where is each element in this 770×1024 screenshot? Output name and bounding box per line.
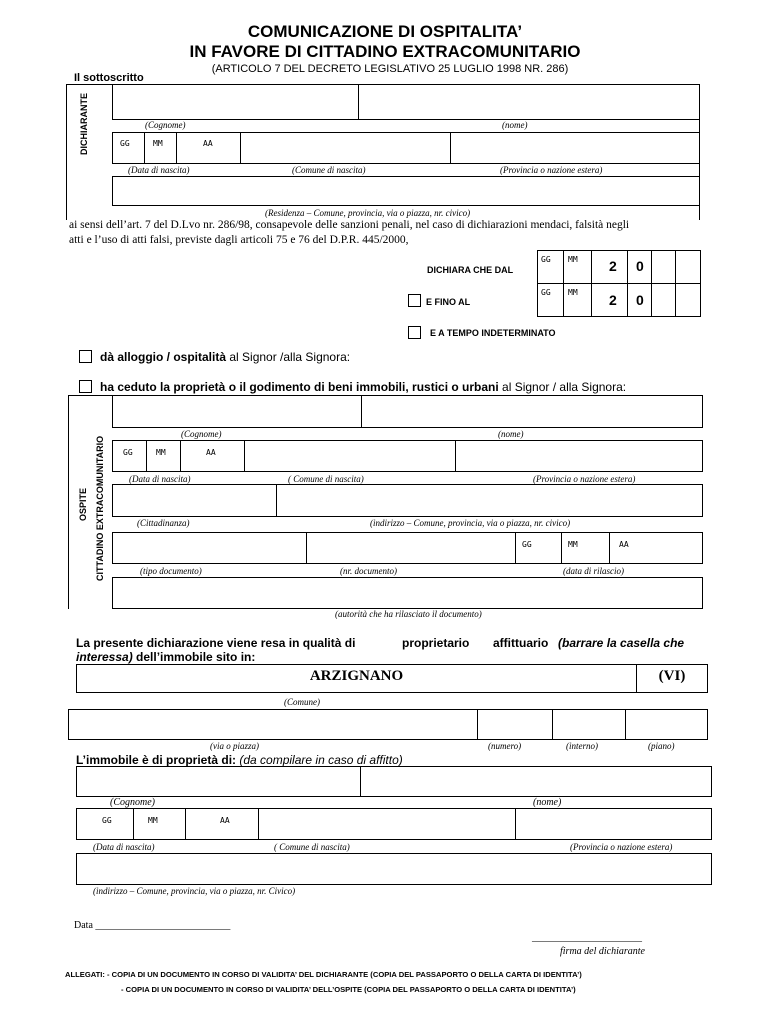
firma-line[interactable]: ______________________	[532, 932, 642, 943]
proprietario-nome-label: (nome)	[533, 797, 562, 808]
ospite-nr-documento-label: (nr. documento)	[340, 566, 397, 576]
allegato-2: - COPIA DI UN DOCUMENTO IN CORSO DI VALIDITA’ DELL’OSPITE (COPIA DEL PASSAPORTO O DELLA CARTA DI IDENTITA’)	[121, 985, 576, 994]
proprietario-nome-input[interactable]	[360, 766, 712, 797]
ospite-autorita-input[interactable]	[112, 577, 703, 609]
ospite-comune-nascita-label: ( Comune di nascita)	[288, 474, 364, 484]
dal-mm: MM	[568, 255, 578, 264]
ceduto-text	[100, 380, 626, 394]
dichiarante-mm: MM	[153, 139, 163, 148]
barrare-text: (barrare la casella che	[558, 636, 685, 650]
ospite-side-label-2: CITTADINO EXTRACOMUNITARIO	[95, 435, 105, 581]
proprietario-mm: MM	[148, 816, 158, 825]
allegati-line-1	[65, 970, 582, 979]
indirizzo-immobile-row	[68, 709, 708, 740]
ospite-indirizzo-label: (indirizzo – Comune, provincia, via o piazza, nr. civico)	[370, 518, 571, 528]
fino-date-input[interactable]	[537, 283, 701, 317]
ospite-aa: AA	[206, 448, 216, 457]
proprietario-heading-italic: (da compilare in caso di affitto)	[236, 753, 403, 767]
title-line-1: COMUNICAZIONE DI OSPITALITA’	[247, 22, 523, 41]
sottoscritto-label: Il sottoscritto	[74, 72, 144, 84]
proprietario-heading-bold: L’immobile è di proprietà di:	[76, 753, 237, 767]
ospite-data-rilascio-label: (data di rilascio)	[563, 566, 624, 576]
ceduto-bold: ha ceduto la proprietà o il godimento di beni immobili, rustici o urbani	[100, 380, 499, 394]
ceduto-rest: al Signor / alla Signora:	[498, 380, 627, 394]
ceduto-checkbox[interactable]	[79, 380, 92, 393]
ospite-autorita-label: (autorità che ha rilasciato il documento)	[335, 609, 482, 619]
proprietario-gg: GG	[102, 816, 112, 825]
ospite-nascita-row	[112, 440, 703, 472]
declaration-line-1: ai sensi dell’art. 7 del D.Lvo nr. 286/98, consapevole delle sanzioni penali, nel caso di dichiarazioni mendaci, falsità negli	[69, 219, 630, 231]
qualita-text: La presente dichiarazione viene resa in qualità di	[76, 636, 356, 650]
dichiarante-gg: GG	[120, 139, 130, 148]
proprietario-heading	[76, 753, 403, 767]
dichiarante-nascita-row	[112, 132, 700, 164]
dichiarante-residenza-label: (Residenza – Comune, provincia, via o piazza, nr. civico)	[265, 208, 471, 218]
ospite-cognome-input[interactable]	[112, 395, 362, 428]
proprietario-indirizzo-label: (indirizzo – Comune, provincia, via o piazza, nr. Civico)	[93, 886, 296, 896]
proprietario-comune-nascita-label: ( Comune di nascita)	[274, 842, 350, 852]
ospite-gg: GG	[123, 448, 133, 457]
dichiarante-nome-input[interactable]	[358, 84, 700, 120]
ospite-documento-row	[112, 532, 703, 564]
fino-year-0: 0	[636, 292, 644, 308]
fino-year-2: 2	[609, 292, 617, 308]
dichiarante-provincia-label: (Provincia o nazione estera)	[500, 165, 603, 175]
ospite-rilascio-gg: GG	[522, 540, 532, 549]
dal-date-input[interactable]	[537, 250, 701, 284]
ospite-nome-input[interactable]	[361, 395, 703, 428]
fino-mm: MM	[568, 288, 578, 297]
proprietario-cognome-input[interactable]	[76, 766, 361, 797]
provincia-value: (VI)	[658, 668, 686, 684]
proprietario-option[interactable]: proprietario	[402, 636, 470, 650]
dichiarante-comune-nascita-label: (Comune di nascita)	[292, 165, 366, 175]
dichiarante-cognome-label: (Cognome)	[145, 120, 186, 130]
ospite-nome-label: (nome)	[498, 429, 524, 439]
numero-label: (numero)	[488, 741, 522, 751]
dichiarante-aa: AA	[203, 139, 213, 148]
alloggio-bold: dà alloggio / ospitalità	[100, 350, 227, 364]
title-line-2: IN FAVORE DI CITTADINO EXTRACOMUNITARIO	[189, 42, 581, 61]
ospite-tipo-documento-label: (tipo documento)	[140, 566, 202, 576]
ospite-provincia-label: (Provincia o nazione estera)	[533, 474, 636, 484]
interessa-text: interessa)	[76, 650, 133, 664]
allegati-label: ALLEGATI:	[65, 970, 105, 979]
dichiarante-data-nascita-label: (Data di nascita)	[128, 165, 190, 175]
alloggio-checkbox[interactable]	[79, 350, 92, 363]
data-field[interactable]: Data ___________________________	[74, 920, 231, 931]
ospite-mm: MM	[156, 448, 166, 457]
sito-in-text	[76, 650, 255, 664]
fino-al-checkbox[interactable]	[408, 294, 421, 307]
dal-label: DICHIARA CHE DAL	[427, 265, 514, 275]
dal-year-2: 2	[609, 258, 617, 274]
interno-label: (interno)	[566, 741, 598, 751]
alloggio-text	[100, 350, 350, 364]
fino-gg: GG	[541, 288, 551, 297]
ospite-data-nascita-label: (Data di nascita)	[129, 474, 191, 484]
alloggio-rest: al Signor /alla Signora:	[226, 350, 351, 364]
allegato-1: - COPIA DI UN DOCUMENTO IN CORSO DI VALIDITA’ DEL DICHIARANTE (COPIA DEL PASSAPORTO O DELLA CARTA DI IDENTITA’)	[104, 970, 582, 979]
proprietario-provincia-label: (Provincia o nazione estera)	[570, 842, 673, 852]
proprietario-indirizzo-input[interactable]	[76, 853, 712, 885]
ospite-indirizzo-input[interactable]	[276, 484, 703, 517]
fino-al-label: E FINO AL	[426, 297, 471, 307]
affittuario-option[interactable]: affittuario	[493, 636, 549, 650]
ospite-side-label-1: OSPITE	[78, 487, 88, 521]
ospite-rilascio-mm: MM	[568, 540, 578, 549]
proprietario-data-nascita-label: (Data di nascita)	[93, 842, 155, 852]
ospite-cittadinanza-label: (Cittadinanza)	[137, 518, 190, 528]
sito-in-rest: dell’immobile sito in:	[132, 650, 256, 664]
declaration-line-2: atti e l’uso di atti falsi, previste dagli articoli 75 e 76 del D.P.R. 445/2000,	[69, 234, 409, 246]
dichiarante-side-label: DICHIARANTE	[79, 93, 89, 155]
dichiarante-cognome-input[interactable]	[112, 84, 359, 120]
indeterminato-label: E A TEMPO INDETERMINATO	[430, 328, 556, 338]
via-label: (via o piazza)	[210, 741, 259, 751]
proprietario-nascita-row	[76, 808, 712, 840]
dal-year-0: 0	[636, 258, 644, 274]
proprietario-aa: AA	[220, 816, 230, 825]
dichiarante-residenza-input[interactable]	[112, 176, 700, 206]
piano-label: (piano)	[648, 741, 675, 751]
ospite-cognome-label: (Cognome)	[181, 429, 222, 439]
dal-gg: GG	[541, 255, 551, 264]
indeterminato-checkbox[interactable]	[408, 326, 421, 339]
subtitle: (ARTICOLO 7 DEL DECRETO LEGISLATIVO 25 LUGLIO 1998 NR. 286)	[211, 63, 569, 75]
comune-value: ARZIGNANO	[309, 668, 404, 684]
ospite-cittadinanza-input[interactable]	[112, 484, 277, 517]
firma-label: firma del dichiarante	[560, 946, 645, 957]
ospite-rilascio-aa: AA	[619, 540, 629, 549]
comune-label: (Comune)	[284, 697, 320, 707]
dichiarante-nome-label: (nome)	[502, 120, 528, 130]
proprietario-cognome-label: (Cognome)	[110, 797, 155, 808]
